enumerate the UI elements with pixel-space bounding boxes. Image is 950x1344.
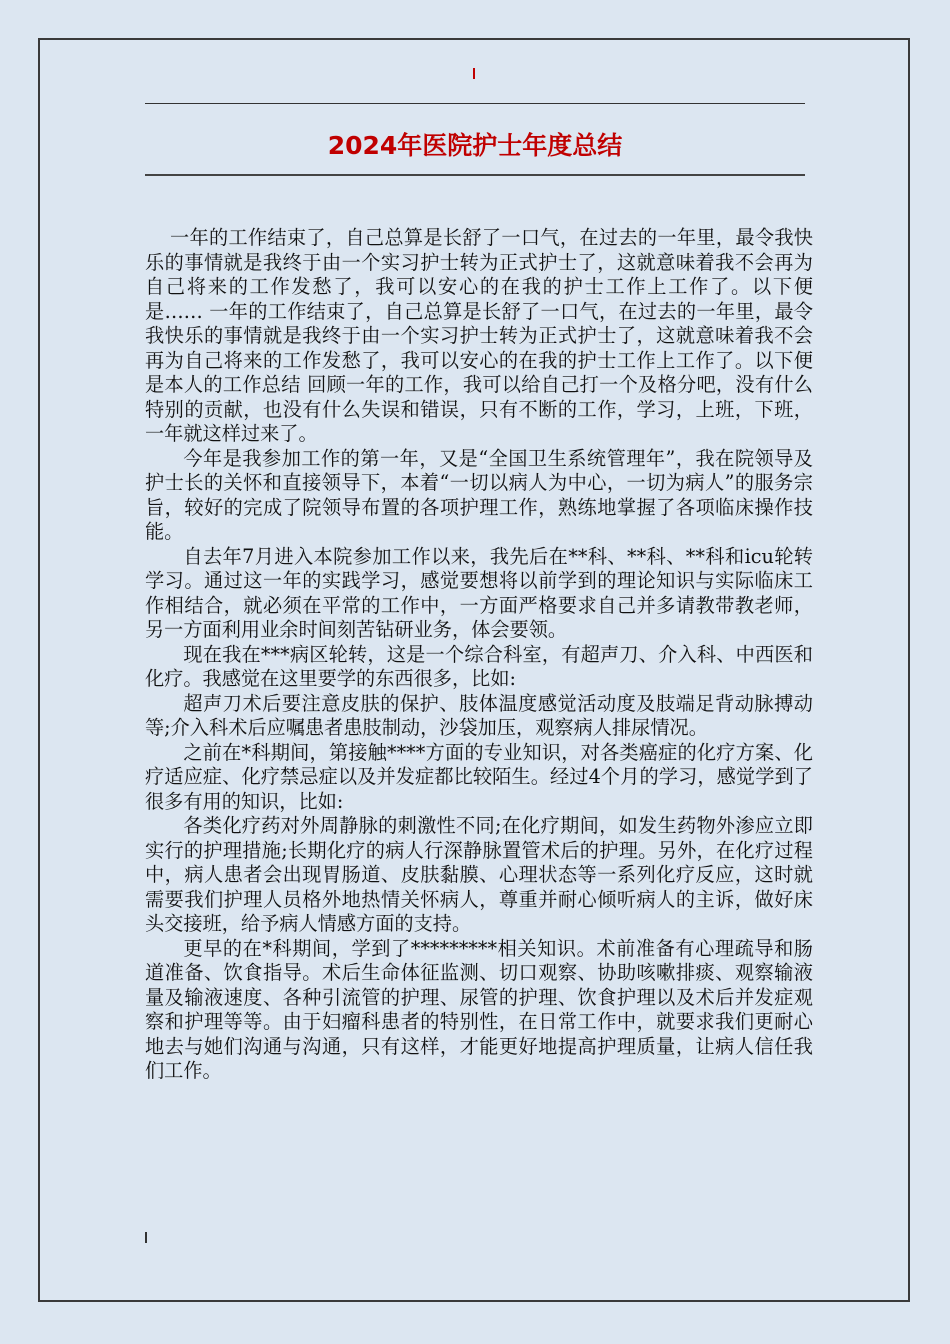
header-rule bbox=[145, 103, 805, 104]
document-body bbox=[145, 226, 813, 1084]
footer-mark bbox=[145, 1232, 147, 1243]
title-underline bbox=[145, 174, 805, 176]
header-mark bbox=[473, 68, 475, 79]
body-paragraph: 更早的在*科期间，学到了*********相关知识。术前准备有心理疏导和肠道准备、饮食指导。术后生命体征监测、切口观察、协助咳嗽排痰、观察输液量及输液速度、各种引流管的护理、尿管的护理、饮食护理以及术后并发症观察和护理等等。由于妇瘤科患者的特别性，在日常工作中，就要求我们更耐心地去与她们沟通与沟通，只有这样，才能更好地提高护理质量，让病人信任我们工作。 bbox=[145, 936, 813, 1082]
body-paragraph: 超声刀术后要注意皮肤的保护、肢体温度感觉活动度及肢端足背动脉搏动等;介入科术后应嘱患者患肢制动，沙袋加压，观察病人排尿情况。 bbox=[145, 691, 813, 739]
body-paragraph: 之前在*科期间，第接触****方面的专业知识，对各类癌症的化疗方案、化疗适应症、化疗禁忌症以及并发症都比较陌生。经过4个月的学习，感觉学到了很多有用的知识，比如: bbox=[145, 740, 813, 813]
body-paragraph: 各类化疗药对外周静脉的刺激性不同;在化疗期间，如发生药物外渗应立即实行的护理措施;长期化疗的病人行深静脉置管术后的护理。另外，在化疗过程中，病人患者会出现胃肠道、皮肤黏膜、心理状态等一系列化疗反应，这时就需要我们护理人员格外地热情关怀病人，尊重并耐心倾听病人的主诉，做好床头交接班，给予病人情感方面的支持。 bbox=[145, 814, 813, 935]
body-paragraph: 自去年7月进入本院参加工作以来，我先后在**科、**科、**科和icu轮转学习。通过这一年的实践学习，感觉要想将以前学到的理论知识与实际临床工作相结合，就必须在平常的工作中，一方面严格要求自己并多请教带教老师，另一方面利用业余时间刻苦钻研业务，体会要领。 bbox=[145, 544, 813, 641]
document-title: 2024年医院护士年度总结 bbox=[327, 131, 623, 160]
body-paragraph: 今年是我参加工作的第一年，又是“全国卫生系统管理年”，我在院领导及护士长的关怀和直接领导下，本着“一切以病人为中心，一切为病人”的服务宗旨，较好的完成了院领导布置的各项护理工作，熟练地掌握了各项临床操作技能。 bbox=[145, 446, 813, 543]
body-paragraph: 现在我在***病区轮转，这是一个综合科室，有超声刀、介入科、中西医和化疗。我感觉在这里要学的东西很多，比如: bbox=[145, 642, 813, 690]
body-paragraph: 一年的工作结束了，自己总算是长舒了一口气，在过去的一年里，最令我快乐的事情就是我终于由一个实习护士转为正式护士了，这就意味着我不会再为自己将来的工作发愁了，我可以安心的在我的护士工作上工作了。以下便是…… 一年的工作结束了，自己总算是长舒了一口气，在过去的一年里，最令我快乐的事情就是我终于由一个实习护士转为正式护士了，这就意味着我不会再为自己将来的工作发愁了，我可以安心的在我的护士工作上工作了。以下便是本人的工作总结 回顾一年的工作，我可以给自己打一个及格分吧，没有什么特别的贡献，也没有什么失误和错误，只有不断的工作，学习，上班，下班，一年就这样过来了。 bbox=[145, 226, 813, 445]
